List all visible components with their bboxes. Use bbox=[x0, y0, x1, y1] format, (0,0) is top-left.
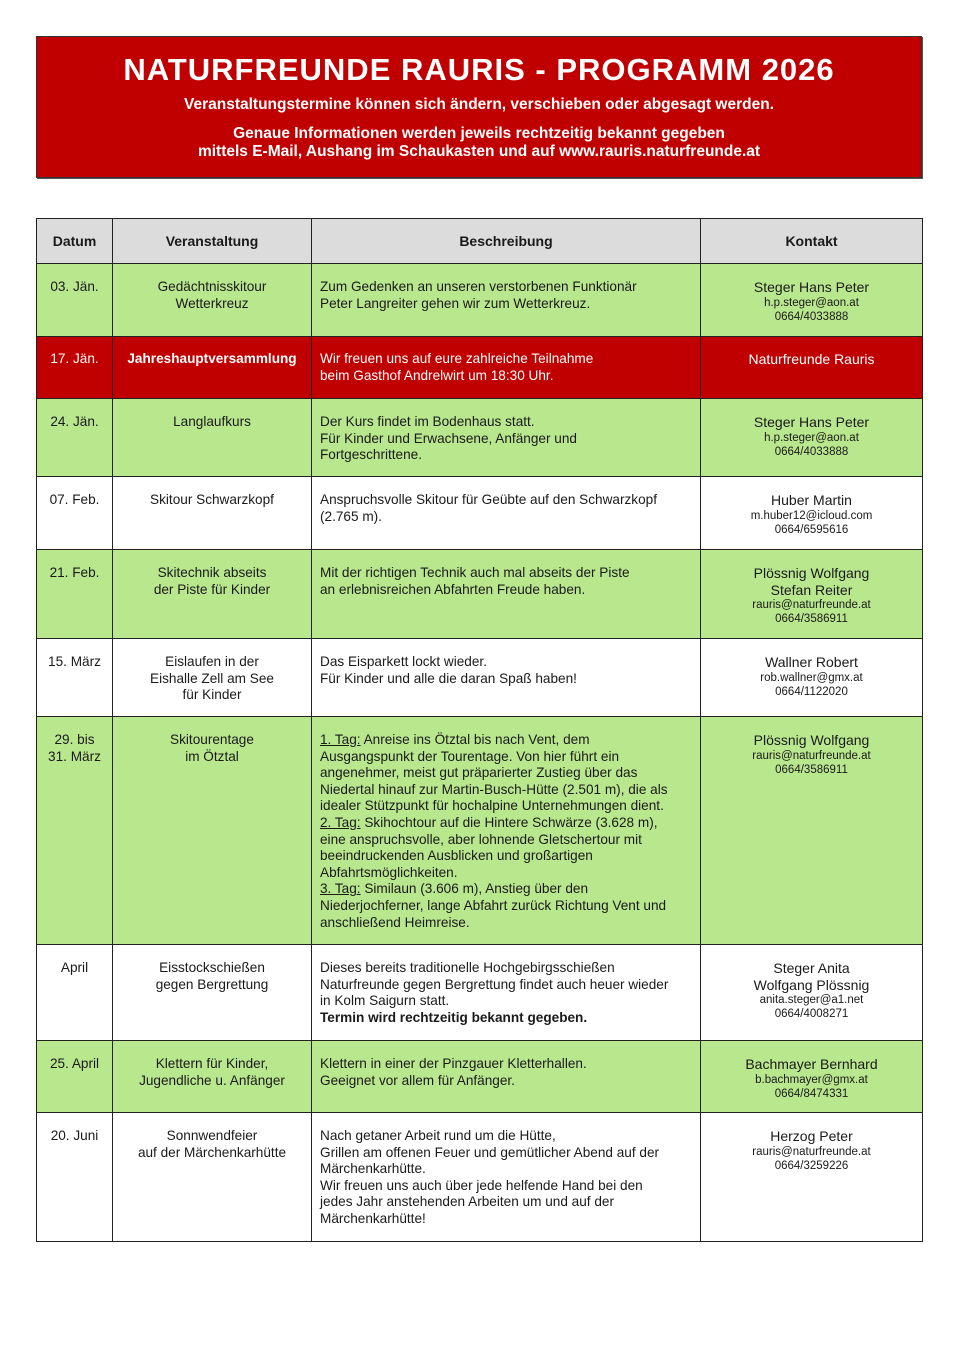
description-content bbox=[312, 1041, 700, 1097]
event-line: im Ötztal bbox=[185, 748, 239, 764]
description-line: Ausgangspunkt der Tourentage. Von hier führt ein bbox=[320, 748, 620, 764]
contact-content bbox=[701, 399, 922, 467]
column-header-veranstaltung: Veranstaltung bbox=[113, 219, 312, 264]
table-row bbox=[37, 1113, 923, 1242]
description-line: idealer Stützpunkt für hochalpine Unternehmungen dient. bbox=[320, 798, 664, 814]
table-row bbox=[37, 264, 923, 337]
contact-phone: 0664/4033888 bbox=[774, 310, 849, 323]
description-cell bbox=[312, 1041, 701, 1113]
contact-cell bbox=[701, 399, 923, 477]
change-notice: Veranstaltungstermine können sich ändern, verschieben oder abgesagt werden. bbox=[183, 96, 775, 113]
description-line: eine anspruchsvolle, aber lohnende Gletschertour mit bbox=[320, 831, 642, 847]
description-line: Mit der richtigen Technik auch mal abseits der Piste bbox=[320, 565, 630, 580]
event-content bbox=[113, 1113, 311, 1169]
description-cell bbox=[312, 945, 701, 1041]
contact-name: Stefan Reiter bbox=[770, 581, 853, 598]
event-line: Gedächtnisskitour bbox=[157, 279, 267, 294]
contact-name: Herzog Peter bbox=[770, 1128, 853, 1144]
description-line: Naturfreunde gegen Bergrettung findet auch heuer wieder bbox=[320, 976, 669, 992]
event-content bbox=[113, 1041, 311, 1097]
contact-cell bbox=[701, 639, 923, 717]
description-cell bbox=[312, 717, 701, 945]
description-line bbox=[320, 881, 694, 898]
description-content bbox=[312, 717, 700, 939]
date-content bbox=[37, 945, 112, 985]
description-cell bbox=[312, 550, 701, 639]
date-line: 07. Feb. bbox=[49, 492, 100, 507]
date-cell bbox=[37, 399, 113, 477]
contact-content bbox=[701, 550, 922, 634]
date-line: 21. Feb. bbox=[49, 565, 100, 580]
day-text: Similaun (3.606 m), Anstieg über den bbox=[360, 881, 589, 897]
date-cell bbox=[37, 337, 113, 399]
event-cell bbox=[113, 945, 312, 1041]
description-content bbox=[312, 477, 700, 533]
description-content bbox=[312, 639, 700, 695]
description-line: Zum Gedenken an unseren verstorbenen Funktionär bbox=[320, 279, 637, 294]
table-row bbox=[37, 717, 923, 945]
contact-email: m.huber12@icloud.com bbox=[750, 509, 873, 522]
description-line: Wir freuen uns auf eure zahlreiche Teilnahme bbox=[320, 351, 594, 366]
contact-cell bbox=[701, 337, 923, 399]
description-line: Niederjochferner, lange Abfahrt zurück Richtung Vent und bbox=[320, 897, 667, 913]
contact-phone: 0664/8474331 bbox=[774, 1087, 849, 1100]
contact-content bbox=[701, 477, 922, 545]
description-content bbox=[312, 264, 700, 320]
contact-cell bbox=[701, 945, 923, 1041]
contact-name: Steger Hans Peter bbox=[753, 414, 870, 430]
description-line: Für Kinder und alle die daran Spaß haben! bbox=[320, 670, 577, 686]
event-cell bbox=[113, 264, 312, 337]
info-line-2: mittels E-Mail, Aushang im Schaukasten und auf www.rauris.naturfreunde.at bbox=[197, 143, 761, 160]
table-row bbox=[37, 639, 923, 717]
event-line: Sonnwendfeier bbox=[166, 1128, 258, 1143]
event-cell bbox=[113, 477, 312, 550]
event-cell bbox=[113, 639, 312, 717]
date-content bbox=[37, 337, 112, 376]
event-line: Skitour Schwarzkopf bbox=[150, 492, 274, 507]
description-line: in Kolm Saigurn statt. bbox=[320, 993, 450, 1009]
event-line: auf der Märchenkarhütte bbox=[137, 1144, 287, 1160]
date-line: 17. Jän. bbox=[50, 351, 99, 366]
event-line: der Piste für Kinder bbox=[153, 581, 271, 597]
program-banner bbox=[36, 36, 922, 178]
event-line: Skitourentage bbox=[170, 732, 254, 747]
date-content bbox=[37, 1041, 112, 1081]
info-line-1: Genaue Informationen werden jeweils rechtzeitig bekannt gegeben bbox=[233, 125, 725, 142]
table-row bbox=[37, 550, 923, 639]
event-cell bbox=[113, 1041, 312, 1113]
column-header-kontakt: Kontakt bbox=[701, 219, 923, 264]
date-cell bbox=[37, 945, 113, 1041]
date-line: 03. Jän. bbox=[50, 279, 99, 294]
contact-email: h.p.steger@aon.at bbox=[764, 296, 859, 309]
date-content bbox=[37, 717, 112, 773]
event-content bbox=[113, 717, 311, 773]
description-line: Klettern in einer der Pinzgauer Kletterhallen. bbox=[320, 1056, 587, 1071]
date-line: 29. bis bbox=[54, 732, 95, 747]
contact-name: Plössnig Wolfgang bbox=[753, 732, 870, 748]
event-line: gegen Bergrettung bbox=[155, 976, 269, 992]
event-line: Skitechnik abseits bbox=[157, 565, 267, 580]
description-line: Niedertal hinauf zur Martin-Busch-Hütte (2.501 m), die als bbox=[320, 781, 668, 797]
description-line: Grillen am offenen Feuer und gemütlicher Abend auf der bbox=[320, 1144, 660, 1160]
column-header-beschreibung: Beschreibung bbox=[312, 219, 701, 264]
description-line: beim Gasthof Andrelwirt um 18:30 Uhr. bbox=[320, 367, 554, 383]
date-line: 20. Juni bbox=[50, 1128, 99, 1143]
description-line: angenehmer, meist gut präparierter Zustieg über das bbox=[320, 765, 638, 781]
table-header-row bbox=[37, 219, 923, 264]
description-cell bbox=[312, 1113, 701, 1242]
description-line: Fortgeschrittene. bbox=[320, 447, 422, 463]
description-cell bbox=[312, 639, 701, 717]
description-line: Peter Langreiter gehen wir zum Wetterkreuz. bbox=[320, 295, 591, 311]
contact-email: rob.wallner@gmx.at bbox=[760, 671, 863, 684]
description-line: Märchenkarhütte! bbox=[320, 1210, 426, 1226]
description-cell bbox=[312, 477, 701, 550]
contact-name: Huber Martin bbox=[771, 492, 852, 508]
description-content bbox=[312, 550, 700, 606]
event-cell bbox=[113, 717, 312, 945]
contact-name: Wallner Robert bbox=[765, 654, 858, 670]
description-line: Abfahrtsmöglichkeiten. bbox=[320, 864, 458, 880]
description-line: Für Kinder und Erwachsene, Anfänger und bbox=[320, 430, 577, 446]
contact-name: Steger Anita bbox=[773, 960, 850, 976]
contact-name: Plössnig Wolfgang bbox=[753, 565, 870, 581]
description-line: beeindruckenden Ausblicken und großartigen bbox=[320, 848, 593, 864]
event-line: Eishalle Zell am See bbox=[150, 670, 274, 686]
event-content bbox=[113, 264, 311, 320]
contact-phone: 0664/3586911 bbox=[775, 613, 848, 626]
date-content bbox=[37, 477, 112, 517]
table-row bbox=[37, 945, 923, 1041]
description-line: Der Kurs findet im Bodenhaus statt. bbox=[320, 414, 535, 429]
contact-name: Steger Hans Peter bbox=[753, 279, 870, 295]
contact-email: rauris@naturfreunde.at bbox=[752, 599, 871, 612]
date-line: 15. März bbox=[48, 654, 101, 669]
description-line: (2.765 m). bbox=[320, 508, 382, 524]
contact-content bbox=[701, 717, 922, 785]
date-line: April bbox=[60, 960, 89, 975]
description-line: an erlebnisreichen Abfahrten Freude haben. bbox=[320, 581, 586, 597]
event-content bbox=[113, 477, 311, 517]
contact-phone: 0664/6595616 bbox=[774, 523, 849, 536]
event-line: für Kinder bbox=[182, 687, 242, 703]
column-header-datum: Datum bbox=[37, 219, 113, 264]
table-row bbox=[37, 337, 923, 399]
day-label: 3. Tag: bbox=[320, 881, 361, 897]
description-line: Anspruchsvolle Skitour für Geübte auf den Schwarzkopf bbox=[320, 492, 658, 507]
description-line bbox=[320, 815, 694, 832]
event-line: Klettern für Kinder, bbox=[155, 1056, 269, 1071]
description-note: Termin wird rechtzeitig bekannt gegeben. bbox=[320, 1009, 588, 1025]
date-content bbox=[37, 1113, 112, 1153]
description-line: Märchenkarhütte. bbox=[320, 1161, 426, 1177]
contact-cell bbox=[701, 477, 923, 550]
event-content bbox=[113, 639, 311, 712]
contact-cell bbox=[701, 717, 923, 945]
contact-name: Wolfgang Plössnig bbox=[753, 976, 870, 993]
date-line: 31. März bbox=[48, 748, 101, 764]
contact-cell bbox=[701, 264, 923, 337]
contact-phone: 0664/4008271 bbox=[774, 1008, 849, 1021]
table-row bbox=[37, 1041, 923, 1113]
event-line: Langlaufkurs bbox=[173, 414, 251, 429]
description-cell bbox=[312, 264, 701, 337]
contact-phone: 0664/4033888 bbox=[774, 445, 849, 458]
description-cell bbox=[312, 337, 701, 399]
contact-content bbox=[701, 1113, 922, 1181]
description-line: Nach getaner Arbeit rund um die Hütte, bbox=[320, 1128, 556, 1143]
date-cell bbox=[37, 1041, 113, 1113]
contact-phone: 0664/3586911 bbox=[775, 763, 848, 776]
date-content bbox=[37, 264, 112, 304]
description-line: jedes Jahr anstehenden Arbeiten um und auf der bbox=[320, 1194, 614, 1210]
event-content bbox=[113, 945, 311, 1001]
contact-content bbox=[701, 1041, 922, 1109]
date-line: 24. Jän. bbox=[50, 414, 99, 429]
day-text: Skihochtour auf die Hintere Schwärze (3.628 m), bbox=[360, 814, 658, 830]
event-cell bbox=[113, 399, 312, 477]
contact-phone: 0664/1122020 bbox=[775, 685, 848, 698]
contact-cell bbox=[701, 1113, 923, 1242]
description-line: anschließend Heimreise. bbox=[320, 914, 470, 930]
contact-cell bbox=[701, 550, 923, 639]
event-line: Jugendliche u. Anfänger bbox=[139, 1072, 285, 1088]
date-cell bbox=[37, 264, 113, 337]
event-content bbox=[113, 337, 311, 376]
program-table bbox=[36, 218, 923, 1242]
event-line: Jahreshauptversammlung bbox=[127, 351, 297, 366]
description-line: Dieses bereits traditionelle Hochgebirgsschießen bbox=[320, 960, 615, 975]
description-content bbox=[312, 945, 700, 1034]
date-cell bbox=[37, 550, 113, 639]
day-label: 1. Tag: bbox=[320, 732, 361, 747]
event-line: Eisstockschießen bbox=[159, 960, 265, 975]
description-content bbox=[312, 399, 700, 472]
description-content bbox=[312, 337, 700, 392]
date-content bbox=[37, 550, 112, 590]
description-line: Geeignet vor allem für Anfänger. bbox=[320, 1072, 515, 1088]
contact-email: h.p.steger@aon.at bbox=[764, 431, 859, 444]
description-line bbox=[320, 732, 694, 749]
contact-email: rauris@naturfreunde.at bbox=[752, 749, 871, 762]
contact-content bbox=[701, 337, 922, 376]
table-row bbox=[37, 477, 923, 550]
page-title: NATURFREUNDE RAURIS - PROGRAMM 2026 bbox=[123, 52, 835, 87]
contact-phone: 0664/3259226 bbox=[774, 1159, 849, 1172]
date-cell bbox=[37, 639, 113, 717]
event-content bbox=[113, 399, 311, 439]
date-cell bbox=[37, 1113, 113, 1242]
contact-name: Naturfreunde Rauris bbox=[748, 351, 875, 367]
contact-name: Bachmayer Bernhard bbox=[745, 1056, 878, 1072]
date-cell bbox=[37, 717, 113, 945]
date-line: 25. April bbox=[49, 1056, 100, 1071]
table-row bbox=[37, 399, 923, 477]
description-cell bbox=[312, 399, 701, 477]
event-line: Wetterkreuz bbox=[175, 295, 249, 311]
event-content bbox=[113, 550, 311, 606]
date-content bbox=[37, 639, 112, 679]
contact-cell bbox=[701, 1041, 923, 1113]
event-cell bbox=[113, 550, 312, 639]
event-cell bbox=[113, 1113, 312, 1242]
contact-email: anita.steger@a1.net bbox=[759, 994, 864, 1007]
day-text: Anreise ins Ötztal bis nach Vent, dem bbox=[360, 732, 590, 747]
contact-content bbox=[701, 639, 922, 707]
contact-email: rauris@naturfreunde.at bbox=[752, 1145, 871, 1158]
contact-content bbox=[701, 945, 922, 1029]
contact-email: b.bachmayer@gmx.at bbox=[755, 1073, 868, 1086]
contact-content bbox=[701, 264, 922, 332]
description-line: Wir freuen uns auch über jede helfende Hand bei den bbox=[320, 1177, 643, 1193]
event-line: Eislaufen in der bbox=[165, 654, 259, 669]
description-content bbox=[312, 1113, 700, 1236]
day-label: 2. Tag: bbox=[320, 814, 361, 830]
date-cell bbox=[37, 477, 113, 550]
date-content bbox=[37, 399, 112, 439]
event-cell bbox=[113, 337, 312, 399]
description-line: Das Eisparkett lockt wieder. bbox=[320, 654, 487, 669]
